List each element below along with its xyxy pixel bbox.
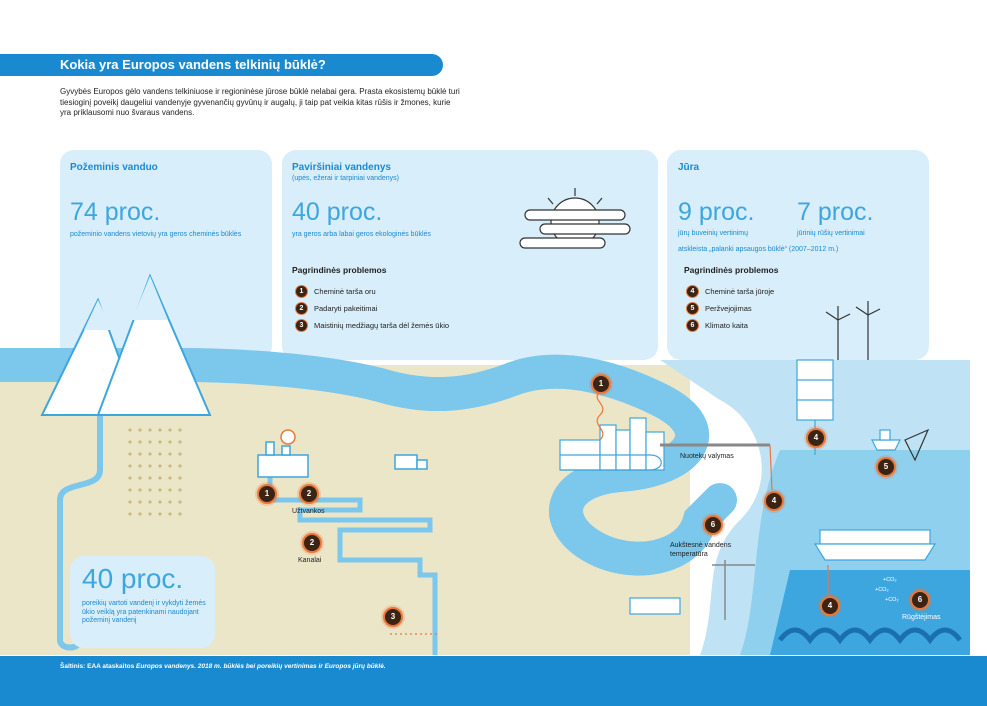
canals-label: Kanalai: [298, 557, 322, 564]
problem-label: Padaryti pakeitimai: [314, 304, 378, 313]
source-prefix: Šaltinis:: [60, 663, 86, 670]
marker-3: 3: [383, 607, 403, 627]
marker-2: 2: [299, 484, 319, 504]
harbour-building: [630, 598, 680, 614]
sea-note: atskleista „palanki apsaugos būklė“ (2007–2012 m.): [678, 246, 839, 253]
co2-label: +CO₂: [883, 577, 897, 583]
problem-item: [686, 319, 748, 332]
page-title: Kokia yra Europos vandens telkinių būklė?: [60, 57, 326, 72]
groundwater-stat-2: 40 proc.: [82, 563, 184, 594]
marker-1: 1: [257, 484, 277, 504]
problem-label: Cheminė tarša oru: [314, 287, 376, 296]
surface-stat: 40 proc.: [292, 198, 383, 226]
problem-number: 4: [686, 285, 699, 298]
sea-problems-heading: Pagrindinės problemos: [684, 265, 779, 275]
problem-item: [295, 319, 449, 332]
source-title: Europos vandenys. 2018 m. būklės bei poreikių vertinimas ir Europos jūrų būklė.: [136, 663, 386, 670]
ship: [815, 530, 935, 560]
temperature-label: Aukštesnė vandens temperatūra: [670, 542, 732, 558]
marker-2: 2: [302, 533, 322, 553]
marker-4: 4: [820, 596, 840, 616]
marker-1: 1: [591, 374, 611, 394]
groundwater-caption: požeminio vandens vietovių yra geros cheminės būklės: [70, 231, 242, 238]
marker-4: 4: [764, 491, 784, 511]
problem-number: 3: [295, 319, 308, 332]
problem-label: Maistinių medžiagų tarša dėl žemės ūkio: [314, 321, 450, 330]
marker-5: 5: [876, 457, 896, 477]
co2-label: +CO₂: [875, 587, 889, 593]
marker-4: 4: [806, 428, 826, 448]
problem-item: [295, 285, 376, 298]
groundwater-caption-2: poreikių vartoti vandenį ir vykdyti žemės ūkio veiklą yra patenkinami naudojant požeminį vandenį: [82, 600, 206, 624]
dams-label: Užtvankos: [292, 508, 325, 515]
problem-number: 6: [686, 319, 699, 332]
source-note: [60, 663, 386, 670]
problem-label: Cheminė tarša jūroje: [705, 287, 775, 296]
surface-subheading: (upės, ežerai ir tarpiniai vandenys): [292, 175, 399, 182]
groundwater-heading: Požeminis vanduo: [70, 162, 158, 173]
problem-number: 5: [686, 302, 699, 315]
problem-label: Klimato kaita: [705, 321, 748, 330]
problem-number: 1: [295, 285, 308, 298]
sea-stat-1: 9 proc.: [678, 198, 755, 226]
source-text: EAA ataskaitos: [87, 663, 135, 670]
surface-problems-heading: Pagrindinės problemos: [292, 265, 387, 275]
problem-item: [686, 285, 774, 298]
problem-item: [686, 302, 752, 315]
intro-text: Gyvybės Europos gėlo vandens telkiniuose ir regioninėse jūrose būklė nelabai gera. Prasta ekosistemų būklė turi tiesioginį poveikį daugeliui vandenyje gyvenančių gyvūnų ir augalų, ji taip pat veikia kitas rūšis ir žmones, kurie yra priklausomi nuo švaraus vandens.: [60, 87, 460, 117]
marker-6: 6: [910, 590, 930, 610]
marker-6: 6: [703, 515, 723, 535]
sea-stat-2: 7 proc.: [797, 198, 874, 226]
co2-label: +CO₂: [885, 597, 899, 603]
problem-number: 2: [295, 302, 308, 315]
sea-caption-1: jūrų buveinių vertinimų: [678, 230, 749, 237]
surface-caption: yra geros arba labai geros ekologinės būklės: [292, 231, 431, 238]
groundwater-stat: 74 proc.: [70, 198, 161, 226]
acidification-label: Rūgštėjimas: [902, 614, 941, 621]
wastewater-label: Nuotekų valymas: [680, 453, 734, 460]
sea-caption-2: jūrinių rūšių vertinimai: [797, 230, 865, 237]
problem-item: [295, 302, 377, 315]
sea-heading: Jūra: [678, 162, 700, 173]
surface-heading: Paviršiniai vandenys: [292, 162, 391, 173]
problem-label: Peržvejojimas: [705, 304, 752, 313]
